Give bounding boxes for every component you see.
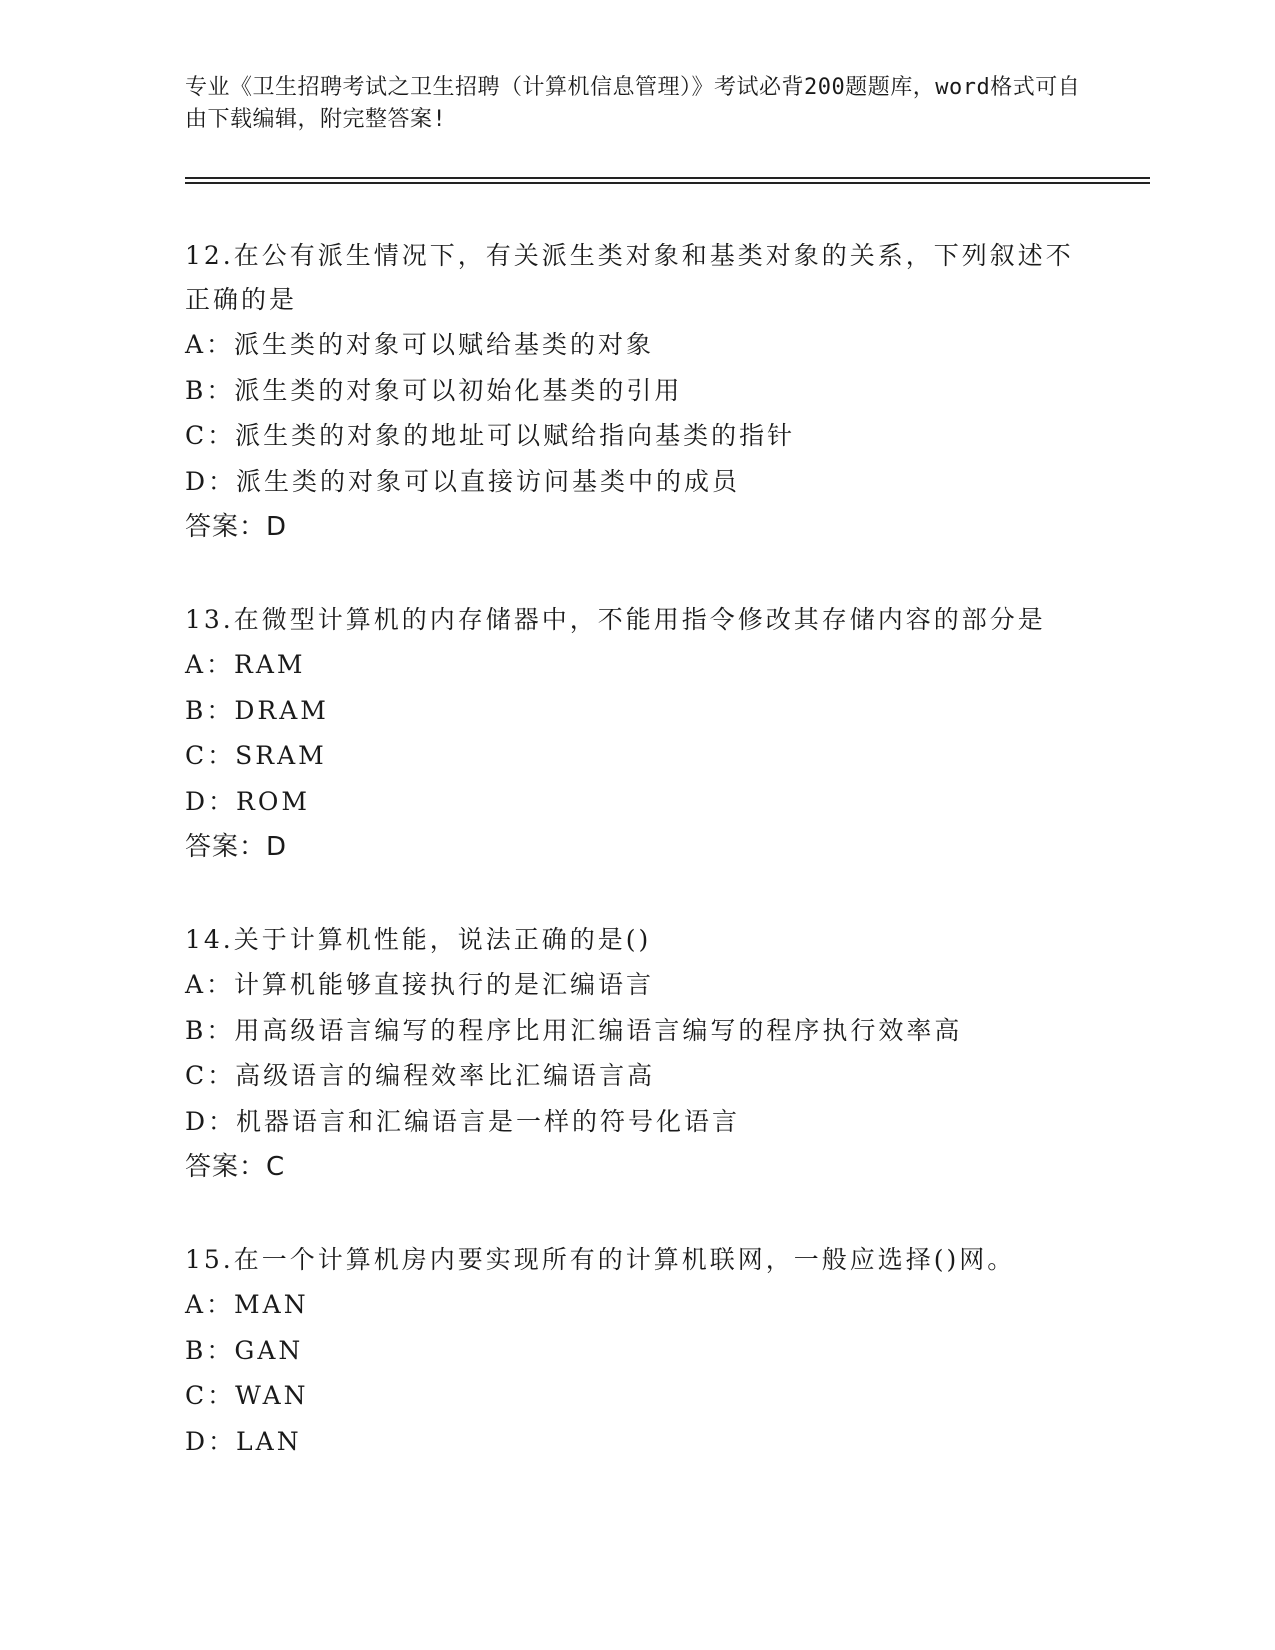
question-stem: 15.在一个计算机房内要实现所有的计算机联网，一般应选择()网。	[185, 1245, 1016, 1274]
option-a: A：RAM	[185, 650, 306, 679]
option-a: A：派生类的对象可以赋给基类的对象	[185, 330, 655, 359]
option-a: A：MAN	[185, 1290, 309, 1319]
option-b: B：DRAM	[185, 695, 329, 725]
question-stem: 12.在公有派生情况下，有关派生类对象和基类对象的关系，下列叙述不正确的是	[185, 241, 1074, 314]
option-a: A：计算机能够直接执行的是汇编语言	[185, 970, 655, 999]
question-stem: 14.关于计算机性能，说法正确的是()	[185, 925, 652, 954]
option-c: C：高级语言的编程效率比汇编语言高	[185, 1061, 656, 1090]
question-12	[185, 234, 1085, 550]
option-c: C：派生类的对象的地址可以赋给指向基类的指针	[185, 421, 796, 450]
question-list	[185, 234, 1085, 1512]
option-d: D：派生类的对象可以直接访问基类中的成员	[185, 466, 741, 496]
answer-line: 答案：C	[185, 1152, 286, 1182]
option-b: B：用高级语言编写的程序比用汇编语言编写的程序执行效率高	[185, 1015, 963, 1045]
option-d: D：LAN	[185, 1426, 302, 1456]
question-14	[185, 918, 1085, 1190]
option-d: D：ROM	[185, 786, 310, 816]
option-c: C：SRAM	[185, 741, 327, 770]
answer-line: 答案：D	[185, 512, 288, 542]
option-b: B：派生类的对象可以初始化基类的引用	[185, 375, 683, 405]
question-15	[185, 1238, 1085, 1464]
document-header: 专业《卫生招聘考试之卫生招聘（计算机信息管理）》考试必背200题题库，word格式可自由下载编辑，附完整答案!	[185, 75, 1081, 132]
question-13	[185, 598, 1085, 870]
answer-line: 答案：D	[185, 832, 288, 862]
option-b: B：GAN	[185, 1335, 304, 1365]
header-divider-bottom	[185, 182, 1150, 184]
header-divider-top	[185, 177, 1150, 179]
option-d: D：机器语言和汇编语言是一样的符号化语言	[185, 1106, 741, 1136]
question-stem: 13.在微型计算机的内存储器中，不能用指令修改其存储内容的部分是	[185, 605, 1046, 634]
option-c: C：WAN	[185, 1381, 309, 1410]
